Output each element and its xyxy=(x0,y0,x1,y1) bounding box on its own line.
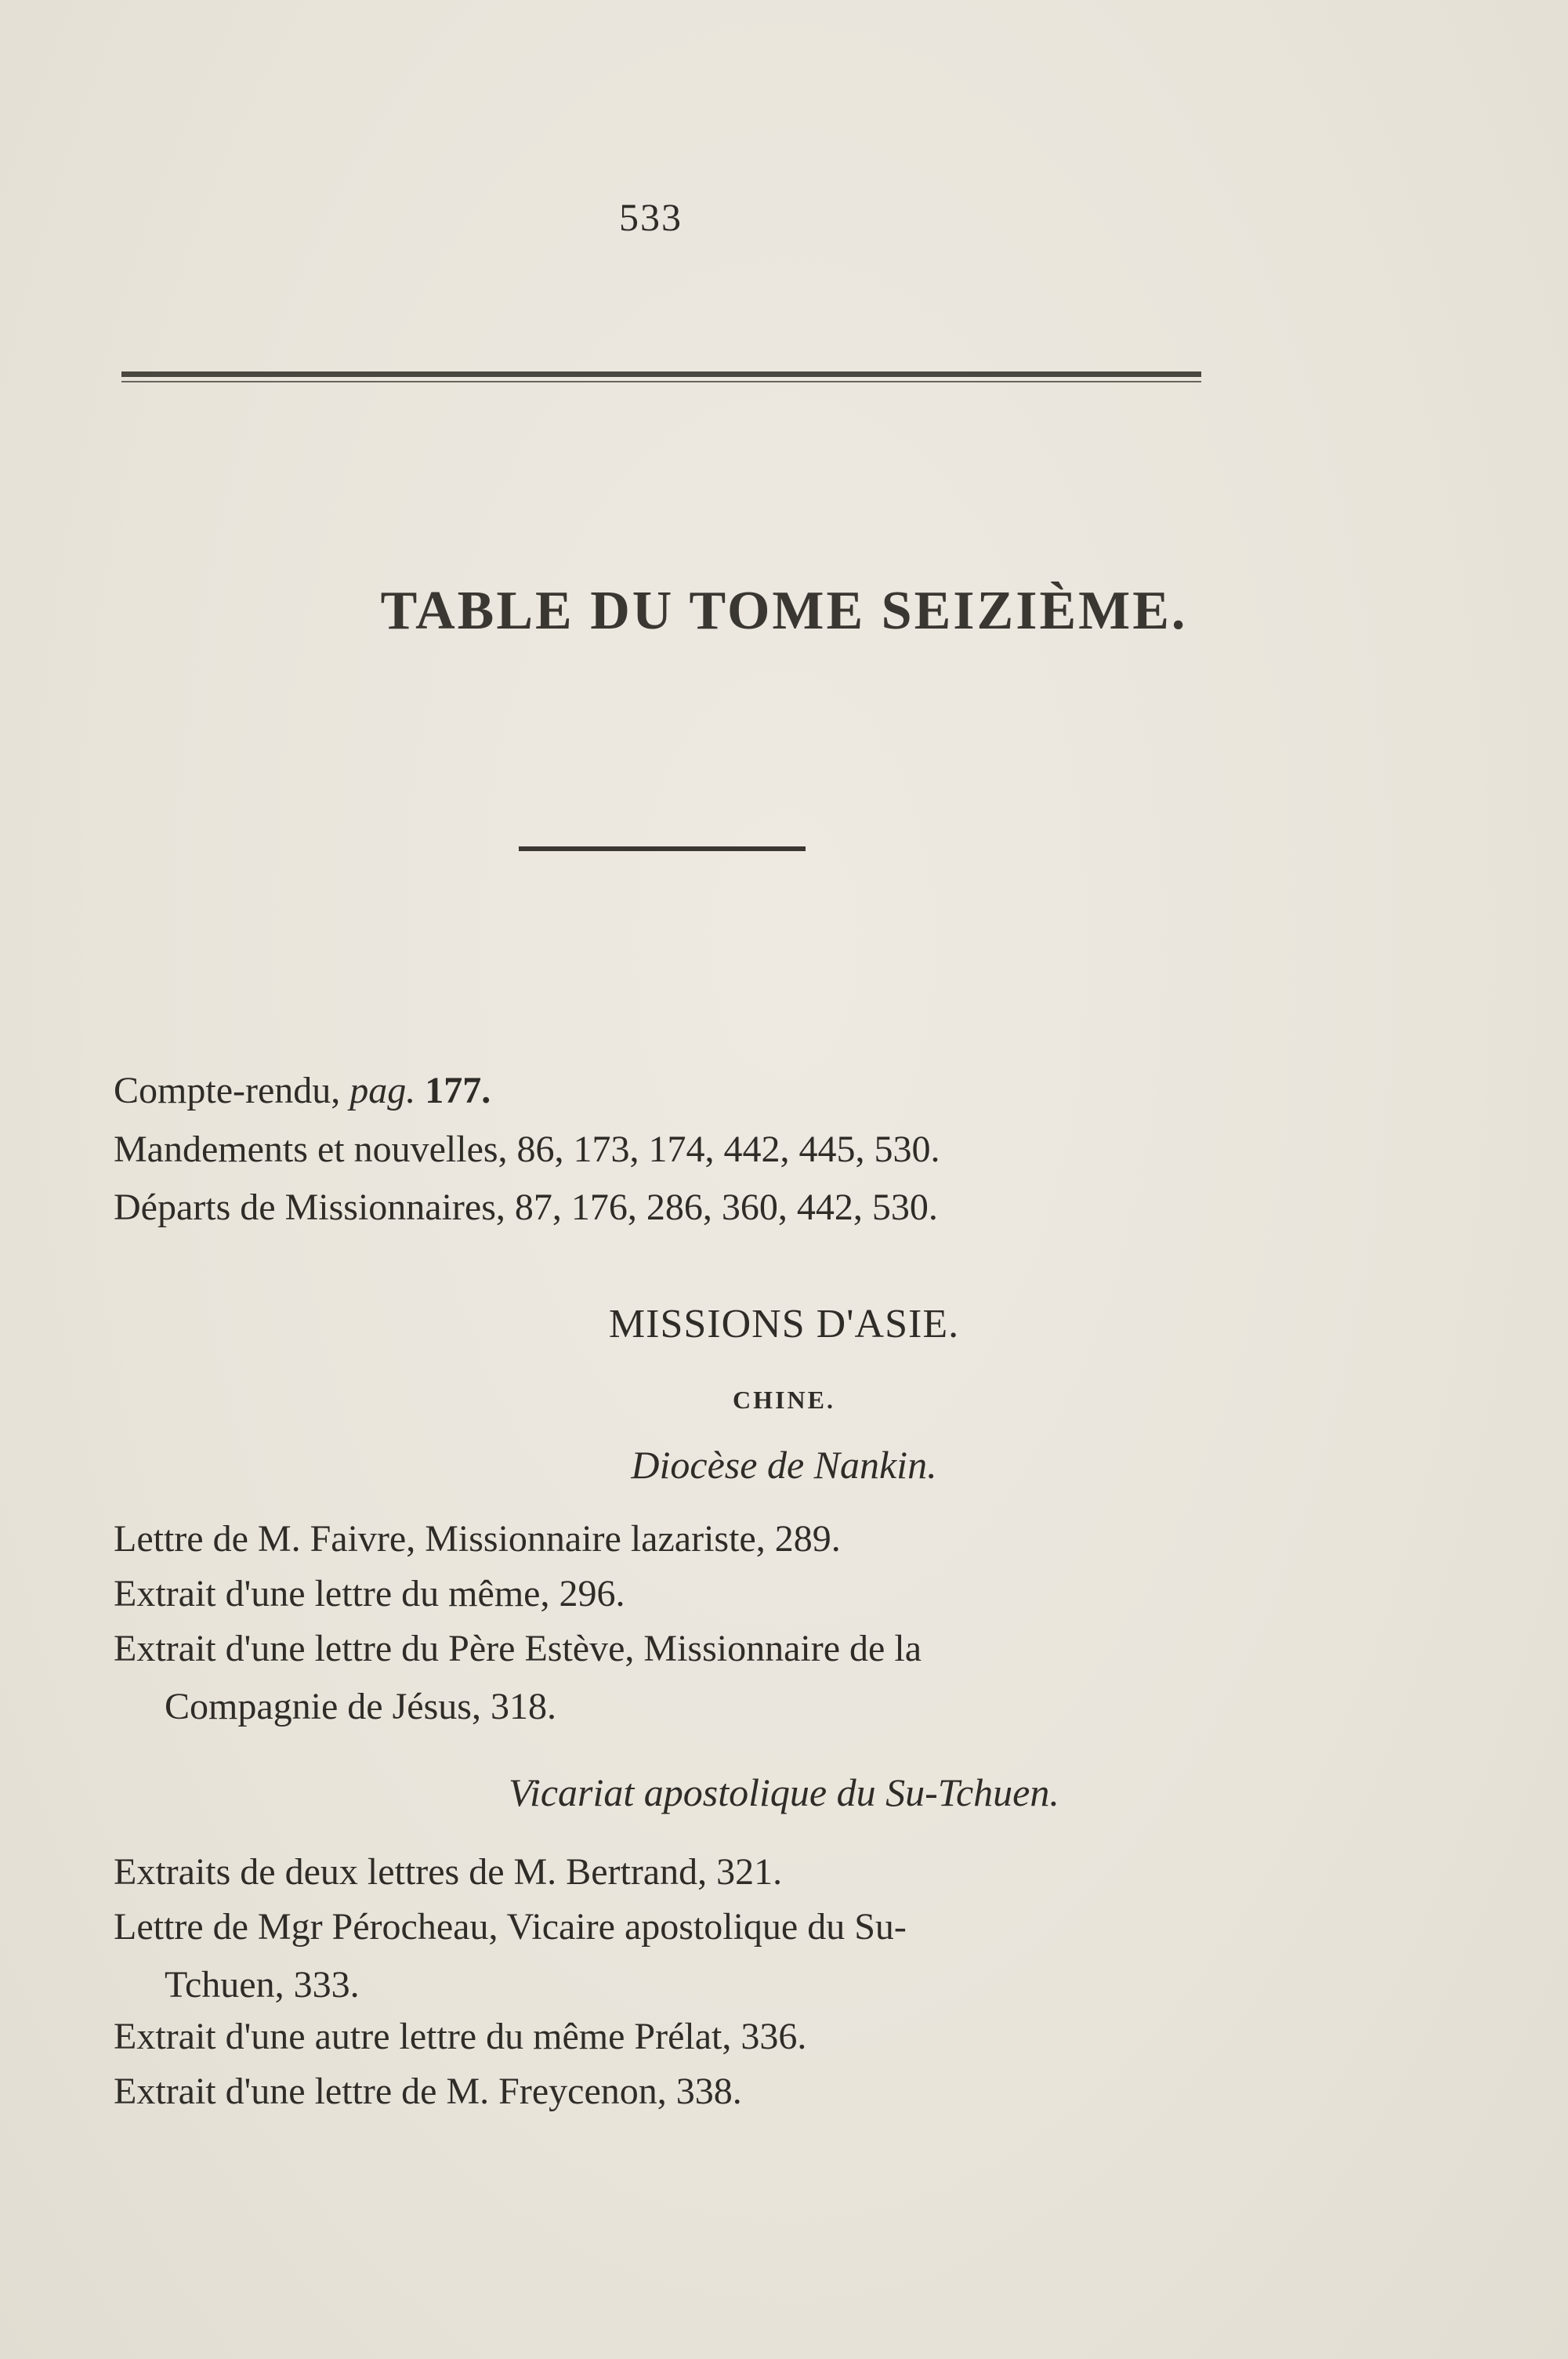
title-divider xyxy=(519,846,806,851)
toc-entry-compte-rendu xyxy=(114,1072,491,1110)
toc-entry: Extrait d'une lettre du Père Estève, Missionnaire de la xyxy=(114,1628,922,1669)
page-number: 533 xyxy=(619,195,683,239)
toc-entry: Extrait d'une autre lettre du même Prélat, 336. xyxy=(114,2016,807,2057)
toc-entry-mandements: Mandements et nouvelles, 86, 173, 174, 442, 445, 530. xyxy=(114,1129,940,1170)
toc-entry: Lettre de Mgr Pérocheau, Vicaire apostolique du Su- xyxy=(114,1906,907,1948)
toc-entry: Lettre de M. Faivre, Missionnaire lazariste, 289. xyxy=(114,1518,841,1560)
toc-entry: Extrait d'une lettre du même, 296. xyxy=(114,1573,625,1614)
diocese-heading: Vicariat apostolique du Su-Tchuen. xyxy=(509,1770,1059,1814)
toc-entry-departs: Départs de Missionnaires, 87, 176, 286, 360, 442, 530. xyxy=(114,1187,938,1228)
diocese-heading: Diocèse de Nankin. xyxy=(631,1443,937,1487)
section-heading: MISSIONS D'ASIE. xyxy=(608,1302,960,1346)
subsection-heading: CHINE. xyxy=(733,1386,835,1414)
toc-entry: Extrait d'une lettre de M. Freycenon, 338. xyxy=(114,2071,742,2112)
entry-text: Compte-rendu, xyxy=(114,1070,341,1111)
header-rule xyxy=(121,371,1201,377)
page-title: TABLE DU TOME SEIZIÈME. xyxy=(380,581,1188,641)
toc-entry-continuation: Tchuen, 333. xyxy=(165,1964,360,2006)
header-rule-thin xyxy=(121,381,1201,382)
toc-entry: Extraits de deux lettres de M. Bertrand, 321. xyxy=(114,1851,783,1893)
entry-numbers: 177. xyxy=(425,1070,491,1111)
toc-entry-continuation: Compagnie de Jésus, 318. xyxy=(165,1686,556,1727)
entry-italic: pag. xyxy=(349,1070,416,1111)
